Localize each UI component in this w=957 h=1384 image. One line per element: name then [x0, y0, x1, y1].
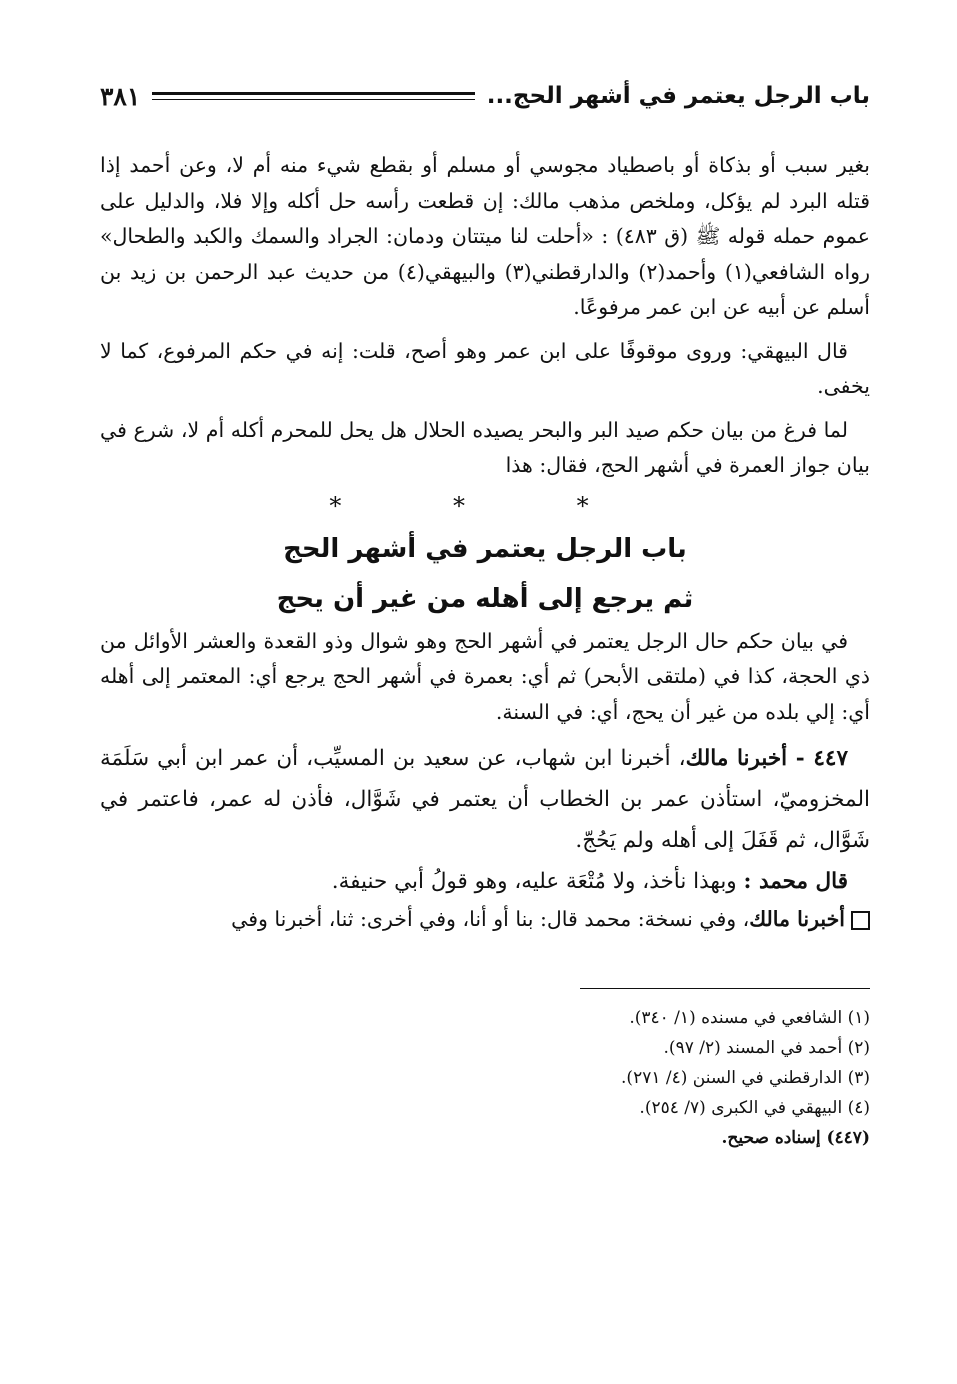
footnote-447: (٤٤٧) إسناده صحيح. [721, 1127, 870, 1148]
footnote-1: (١) الشافعي في مسنده (١/ ٣٤٠). [629, 1007, 870, 1028]
header-rule [152, 92, 474, 100]
square-marker-icon [851, 911, 870, 930]
paragraph-2: قال البيهقي: وروى موقوفًا على ابن عمر وهو أصح، قلت: إنه في حكم المرفوع، كما لا يخفى. [100, 338, 870, 398]
footnote-divider [580, 988, 870, 989]
paragraph-3: لما فرغ من بيان حكم صيد البر والبحر يصيده الحلال هل يحل للمحرم أكله أم لا، شرع في بيان جواز العمرة في أشهر الحج، فقال: هذا [100, 417, 870, 477]
paragraph-4: في بيان حكم حال الرجل يعتمر في أشهر الحج وهو شوال وذو القعدة والعشر الأوائل من ذي الحجة، كذا في (ملتقى الأبحر) ثم أي: بعمرة في أشهر الحج يرجع أي: المعتمر إلى أهله أي: إلي بلده من غير أن يحج، أي: في السنة. [100, 628, 870, 724]
commentary-text: ، وفي نسخة: محمد قال: بنا أو أنا، وفي أخرى: ثنا، أخبرنا وفي [231, 907, 750, 931]
hadith-447 [100, 738, 870, 861]
chapter-title-line-2: ثم يرجع إلى أهله من غير أن يحج [276, 583, 694, 614]
qala-lead: قال محمد : [743, 869, 848, 894]
footnote-2: (٢) أحمد في المسند (٢/ ٩٧). [663, 1037, 870, 1058]
page-header [100, 70, 870, 122]
commentary [100, 902, 870, 938]
running-title: باب الرجل يعتمر في أشهر الحج... [486, 83, 870, 109]
body-text [100, 148, 870, 938]
hadith-number: ٤٤٧ - أخبرنا مالك [685, 746, 849, 771]
commentary-lead: أخبرنا مالك [749, 907, 845, 931]
hadith-text: ، أخبرنا ابن شهاب، عن سعيد بن المسيِّب، أن عمر ابن أبي سَلَمَة المخزوميّ، استأذن عمر بن الخطاب أن يعتمر في شَوَّال، فأذن له عمر، فاعتمر في شَوَّال، ثم قَفَلَ إلى أهله ولم يَحُجّ. [100, 746, 870, 853]
qala-text: وبهذا نأخذ، ولا مُتْعَة عليه، وهو قولُ أبي حنيفة. [331, 869, 744, 894]
chapter-title-line-1: باب الرجل يعتمر في أشهر الحج [283, 533, 687, 564]
footnotes [100, 1003, 870, 1153]
section-separator: * * * [329, 491, 641, 520]
footnote-4: (٤) البيهقي في الكبرى (٧/ ٢٥٤). [639, 1097, 870, 1118]
page-number: ٣٨١ [100, 81, 141, 111]
book-page [100, 70, 870, 1153]
footnote-3: (٣) الدارقطني في السنن (٤/ ٢٧١). [621, 1067, 870, 1088]
qala-muhammad [100, 861, 870, 902]
paragraph-1: بغير سبب أو بذكاة أو باصطياد مجوسي أو مسلم أو بقطع شيء منه أم لا، وعن أحمد إذا قتله البرد لم يؤكل، وملخص مذهب مالك: إن قطعت رأسه حل أكله وإلا فلا، والدليل على عموم حمله قوله ﷺ (ق ٤٨٣) : «أحلت لنا ميتتان ودمان: الجراد والسمك والكبد والطحال» رواه الشافعي(١) وأحمد(٢) والدارقطني(٣) والبيهقي(٤) من حديث عبد الرحمن بن زيد بن أسلم عن أبيه عن ابن عمر مرفوعًا. [100, 153, 870, 319]
